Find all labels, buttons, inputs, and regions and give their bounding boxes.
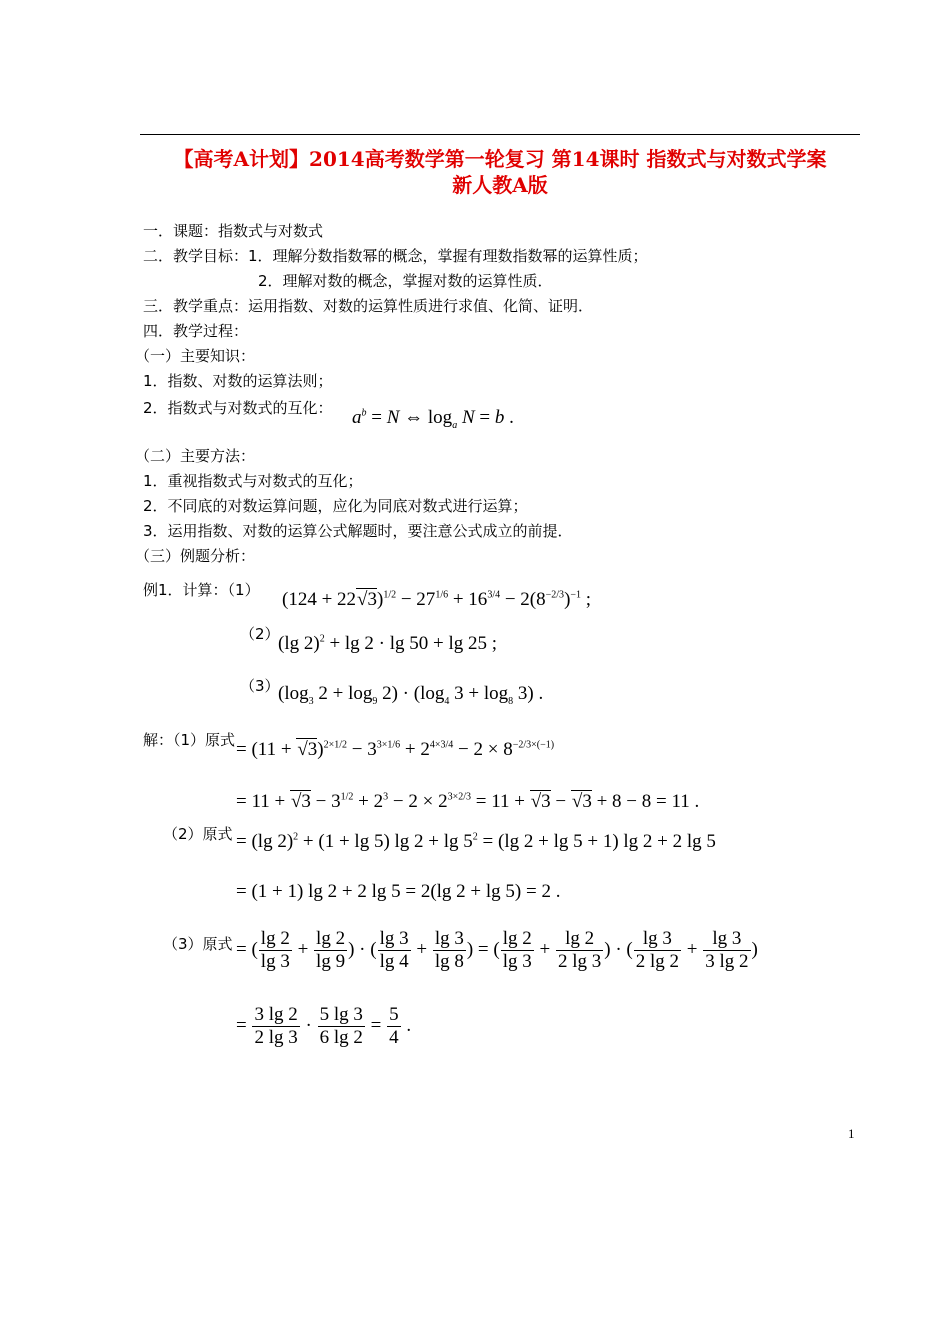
- document-title-line2: 新人教A版: [452, 173, 548, 197]
- solution-label-2: （2）原式: [163, 825, 233, 843]
- page-number: 1: [848, 1126, 855, 1141]
- knowledge-1: 1．指数、对数的运算法则；: [143, 372, 333, 390]
- solution-2-line-2: = (1 + 1) lg 2 + 2 lg 5 = 2(lg 2 + lg 5) = 2 .: [236, 881, 561, 902]
- example-expr-1: $(124 + 22√3)^{1/2} - 27^{1/6} + 16^{3/4} - 2(8^{-2/3})^{-1}$ ;: [282, 589, 592, 610]
- part-methods: （二）主要方法：: [135, 447, 256, 465]
- header-rule: [140, 134, 860, 135]
- part-knowledge: （一）主要知识：: [135, 347, 256, 365]
- section-goals: 二．教学目标：1．理解分数指数幂的概念，掌握有理数指数幂的运算性质；: [143, 247, 648, 265]
- solution-1-line-1: = $(11 + √3)^{2\times 1/2} - 3^{3\times 1/6} + 2^{4\times 3/4} - 2 \times 8^{-2/3\times(-1)}$: [236, 739, 555, 760]
- document-title: 【高考A计划】2014高考数学第一轮复习 第14课时 指数式与对数式学案: [173, 147, 827, 171]
- method-1: 1．重视指数式与对数式的互化；: [143, 472, 363, 490]
- solution-1-line-2: = $11 + √3 - 3^{1/2} + 2^3 - 2 \times 2^{3\times 2/3} = 11 + √3 - √3 + 8 - 8 = 11$ .: [236, 791, 700, 812]
- solution-label: 解：（1）原式: [143, 731, 236, 749]
- section-topic: 一．课题：指数式与对数式: [143, 222, 324, 240]
- part-examples: （三）例题分析：: [135, 547, 256, 565]
- solution-2-line-1: = (lg 2)$^2$ + (1 + lg 5) $\lg 2 + \lg 5^2 = (\lg$ 2 + lg 5 + 1) lg 2 + 2 lg 5: [236, 831, 716, 852]
- solution-3-line-2: = $\frac{3 \lg 2}{2 \lg 3}$ · $\frac{5 \lg 3}{6 \lg 2}$ = $\frac{5}{4}$ .: [236, 1004, 412, 1048]
- knowledge-2: 2．指数式与对数式的互化：: [143, 399, 333, 417]
- example-label-2: （2）: [240, 625, 280, 643]
- section-focus: 三．教学重点：运用指数、对数的运算性质进行求值、化简、证明．: [143, 297, 594, 315]
- example-label-3: （3）: [240, 677, 280, 695]
- example-label: 例1．计算：（1）: [143, 581, 260, 599]
- formula-exp-log: $a^b = N$ ⇔ $\log_a N = b$ .: [352, 407, 514, 431]
- method-2: 2．不同底的对数运算问题，应化为同底对数式进行运算；: [143, 497, 528, 515]
- method-3: 3．运用指数、对数的运算公式解题时，要注意公式成立的前提．: [143, 522, 573, 540]
- example-expr-3: ($\log_3$ $2 + \log_9 2) \cdot (\log_4$ $3 + \log_8 3$) .: [278, 683, 544, 707]
- section-process: 四．教学过程：: [143, 322, 249, 340]
- solution-label-3: （3）原式: [163, 935, 233, 953]
- section-goals-2: 2．理解对数的概念，掌握对数的运算性质．: [258, 272, 553, 290]
- example-expr-2: (lg 2)$^2$ + lg 2 · lg 50 + lg 25 ;: [278, 633, 498, 654]
- solution-3-line-1: = ( $\frac{\lg 2}{\lg 3}$ + $\frac{\lg 2}{\lg 9}$ ) · ( $\frac{\lg 3}{\lg 4}$ + $\frac{\lg 3}{\lg 8}$ ) = ( $\frac{\lg 2}{\lg 3}$ + $\frac{\lg 2}{2 \lg 3}$ ) · ( $\frac{\lg 3}{2 \lg 2}$ + $\frac{\lg 3}{3 \lg 2}$ ): [236, 928, 758, 972]
